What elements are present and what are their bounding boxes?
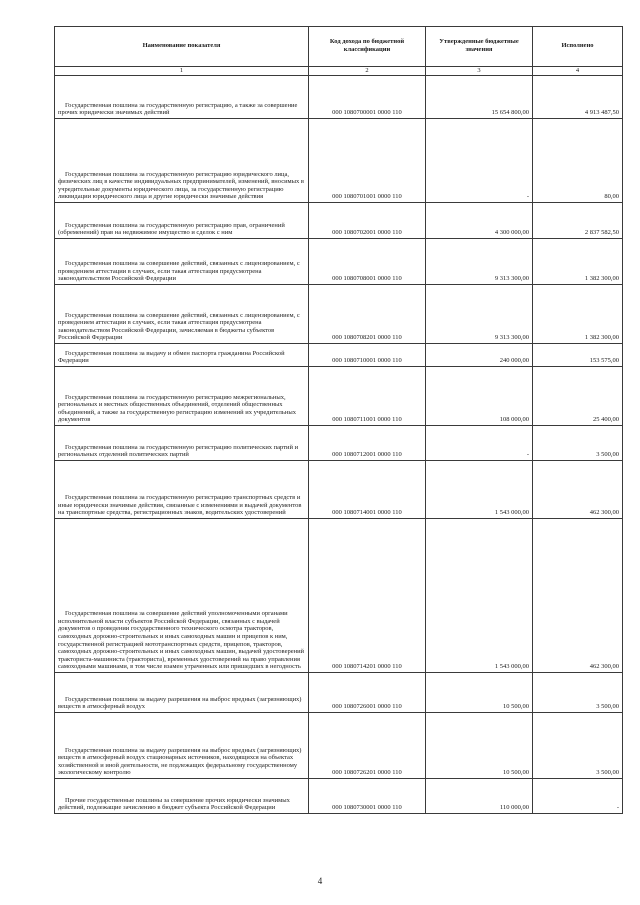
row-budget-code: 000 1080708201 0000 110 [309, 285, 426, 344]
row-budget-code: 000 1080714001 0000 110 [309, 461, 426, 519]
row-approved-value: - [426, 119, 533, 203]
row-indicator-name: Государственная пошлина за выдачу и обмен паспорта гражданина Российской Федерации [55, 344, 309, 367]
table-row [55, 713, 623, 779]
column-number-row [55, 67, 623, 76]
row-executed-value: 1 382 300,00 [533, 285, 623, 344]
row-executed-value: 3 500,00 [533, 426, 623, 461]
row-budget-code: 000 1080701001 0000 110 [309, 119, 426, 203]
row-indicator-name: Государственная пошлина за государственную регистрацию, а также за совершение прочих юридически значимых действий [55, 76, 309, 119]
table-row [55, 426, 623, 461]
table-row [55, 119, 623, 203]
row-indicator-name: Прочие государственные пошлины за совершение прочих юридически значимых действий, подлежащие зачислению в бюджет субъекта Российской Федерации [55, 779, 309, 814]
table-row [55, 203, 623, 239]
row-approved-value: 240 000,00 [426, 344, 533, 367]
row-executed-value: 153 575,00 [533, 344, 623, 367]
row-indicator-name: Государственная пошлина за государственную регистрацию межрегиональных, региональных и местных общественных объединений, отделений общественных объединений, а также за государственную регистрацию изменений их учредительных документов [55, 367, 309, 426]
row-indicator-name: Государственная пошлина за совершение действий, связанных с лицензированием, с проведением аттестации в случаях, если такая аттестация предусмотрена законодательством Российской Федерации [55, 239, 309, 285]
row-executed-value: 25 400,00 [533, 367, 623, 426]
row-budget-code: 000 1080710001 0000 110 [309, 344, 426, 367]
row-approved-value: 9 313 300,00 [426, 285, 533, 344]
row-indicator-name: Государственная пошлина за выдачу разрешения на выброс вредных (загрязняющих) веществ в атмосферный воздух [55, 673, 309, 713]
row-approved-value: 10 500,00 [426, 713, 533, 779]
column-number: 3 [426, 67, 533, 76]
row-indicator-name: Государственная пошлина за совершение действий, связанных с лицензированием, с проведением аттестации в случаях, если такая аттестация предусмотрена законодательством Российской Федерации, зачисляемая в бюджеты субъектов Российской Федерации [55, 285, 309, 344]
row-budget-code: 000 1080730001 0000 110 [309, 779, 426, 814]
table-row [55, 779, 623, 814]
table-row [55, 239, 623, 285]
row-executed-value: 2 837 582,50 [533, 203, 623, 239]
row-indicator-name: Государственная пошлина за выдачу разрешения на выброс вредных (загрязняющих) веществ в атмосферный воздух стационарных источников, находящихся на объектах хозяйственной и иной деятельности, не подлежащих федеральному государственному экологическому контролю [55, 713, 309, 779]
row-executed-value: - [533, 779, 623, 814]
row-approved-value: 15 654 800,00 [426, 76, 533, 119]
row-executed-value: 3 500,00 [533, 713, 623, 779]
row-indicator-name: Государственная пошлина за государственную регистрацию прав, ограничений (обременений) прав на недвижимое имущество и сделок с ним [55, 203, 309, 239]
row-approved-value: 110 000,00 [426, 779, 533, 814]
row-budget-code: 000 1080714201 0000 110 [309, 519, 426, 673]
row-approved-value: - [426, 426, 533, 461]
row-budget-code: 000 1080700001 0000 110 [309, 76, 426, 119]
row-executed-value: 80,00 [533, 119, 623, 203]
row-budget-code: 000 1080711001 0000 110 [309, 367, 426, 426]
budget-income-table [54, 26, 623, 814]
row-indicator-name: Государственная пошлина за государственную регистрацию политических партий и региональных отделений политических партий [55, 426, 309, 461]
table-header-row [55, 27, 623, 67]
row-budget-code: 000 1080726201 0000 110 [309, 713, 426, 779]
row-budget-code: 000 1080726001 0000 110 [309, 673, 426, 713]
row-approved-value: 1 543 000,00 [426, 519, 533, 673]
row-approved-value: 9 313 300,00 [426, 239, 533, 285]
table-row [55, 461, 623, 519]
row-executed-value: 1 382 300,00 [533, 239, 623, 285]
row-indicator-name: Государственная пошлина за государственную регистрацию юридического лица, физических лиц в качестве индивидуальных предпринимателей, изменений, вносимых в учредительные документы юридического лица, за государственную регистрацию ликвидации юридического лица и другие юридически значимые действия [55, 119, 309, 203]
table-row [55, 367, 623, 426]
header-budget-code: Код дохода по бюджетной классификации [309, 27, 426, 67]
column-number: 1 [55, 67, 309, 76]
header-approved-values: Утвержденные бюджетные значения [426, 27, 533, 67]
table-row [55, 673, 623, 713]
table-row [55, 285, 623, 344]
page-number: 4 [317, 876, 323, 886]
row-budget-code: 000 1080702001 0000 110 [309, 203, 426, 239]
row-approved-value: 1 543 000,00 [426, 461, 533, 519]
row-approved-value: 4 300 000,00 [426, 203, 533, 239]
row-executed-value: 462 300,00 [533, 519, 623, 673]
header-indicator-name: Наименование показателя [55, 27, 309, 67]
row-indicator-name: Государственная пошлина за государственную регистрацию транспортных средств и иные юридически значимые действия, связанные с изменениями и выдачей документов на транспортные средства, регистрационных знаков, водительских удостоверений [55, 461, 309, 519]
row-approved-value: 10 500,00 [426, 673, 533, 713]
column-number: 4 [533, 67, 623, 76]
row-indicator-name: Государственная пошлина за совершение действий уполномоченными органами исполнительной власти субъектов Российской Федерации, связанных с выдачей документов о проведении государственного технического осмотра тракторов, самоходных дорожно-строительных и иных самоходных машин и прицепов к ним, государственной регистрацией мототранспортных средств, прицепов, тракторов, самоходных дорожно-строительных и иных самоходных машин, выдачей удостоверений тракториста-машиниста (тракториста), временных удостоверений на право управления самоходными машинами, в том числе взамен утраченных или пришедших в негодность [55, 519, 309, 673]
table-row [55, 519, 623, 673]
row-executed-value: 3 500,00 [533, 673, 623, 713]
row-budget-code: 000 1080708001 0000 110 [309, 239, 426, 285]
row-approved-value: 108 000,00 [426, 367, 533, 426]
table-row [55, 76, 623, 119]
row-executed-value: 462 300,00 [533, 461, 623, 519]
row-executed-value: 4 913 487,50 [533, 76, 623, 119]
header-executed: Исполнено [533, 27, 623, 67]
table-row [55, 344, 623, 367]
column-number: 2 [309, 67, 426, 76]
row-budget-code: 000 1080712001 0000 110 [309, 426, 426, 461]
